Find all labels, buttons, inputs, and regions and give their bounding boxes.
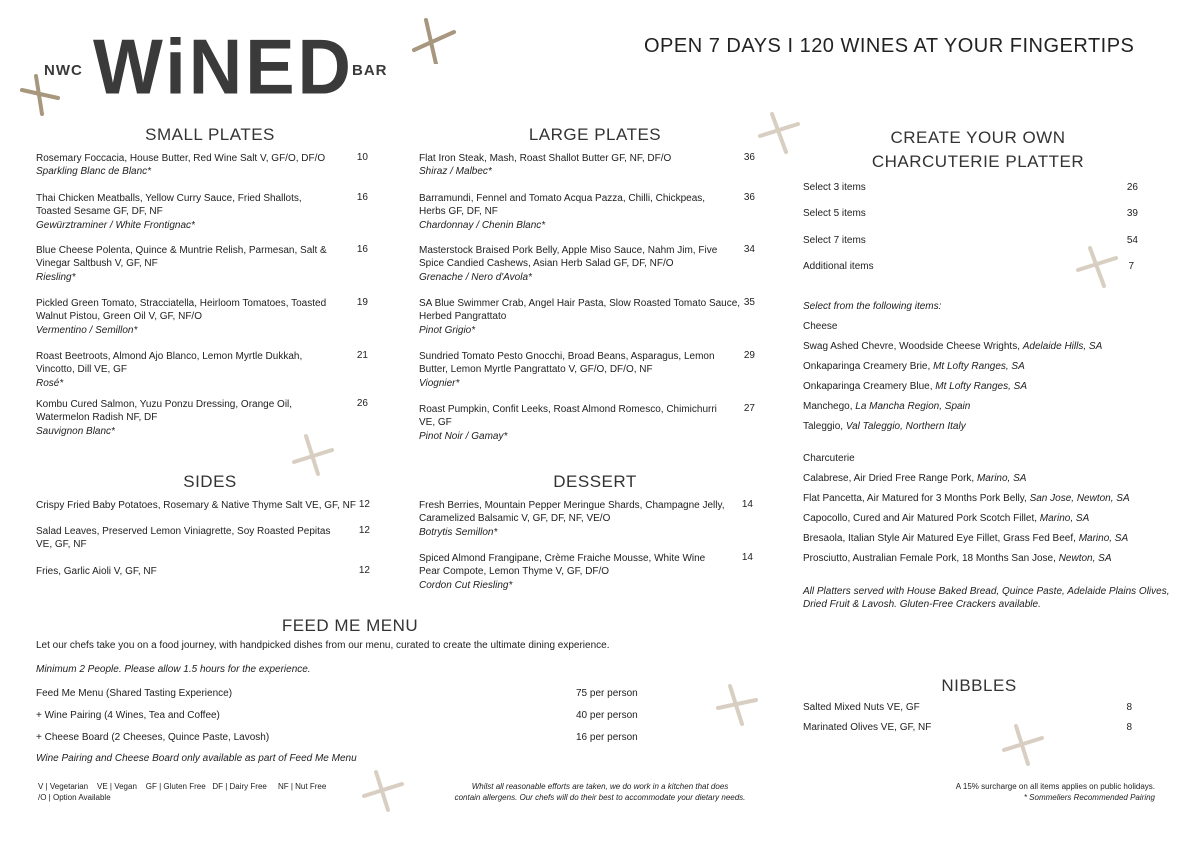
- small-plates-title: SMALL PLATES: [145, 125, 275, 144]
- platter-note: Dried Fruit & Lavosh. Gluten-Free Crackers available.: [803, 599, 1041, 610]
- meat-item: Flat Pancetta, Air Matured for 3 Months Pork Belly, San Jose, Newton, SA: [803, 493, 1130, 504]
- menu-item: SA Blue Swimmer Crab, Angel Hair Pasta, Slow Roasted Tomato Sauce, Herbed Pangrattato Pinot Grigio*: [419, 298, 741, 336]
- menu-item: Flat Iron Steak, Mash, Roast Shallot Butter GF, NF, DF/O Shiraz / Malbec*: [419, 153, 672, 178]
- charcuterie-heading: Charcuterie: [803, 453, 855, 464]
- menu-item: Crispy Fried Baby Potatoes, Rosemary & Native Thyme Salt VE, GF, NF: [36, 500, 356, 511]
- item-price: 29: [743, 350, 755, 361]
- feed-me-row-price: 16 per person: [576, 732, 638, 743]
- cross-mark-icon: [1000, 722, 1046, 768]
- cheese-item: Onkaparinga Creamery Blue, Mt Lofty Ranges, SA: [803, 381, 1028, 392]
- item-price: 8: [1126, 702, 1132, 713]
- meat-item: Capocollo, Cured and Air Matured Pork Scotch Fillet, Marino, SA: [803, 513, 1090, 524]
- item-price: 12: [358, 499, 370, 510]
- large-plates-title: LARGE PLATES: [528, 125, 662, 144]
- menu-item: Marinated Olives VE, GF, NF: [803, 722, 932, 733]
- feed-me-title: FEED ME MENU: [281, 616, 419, 635]
- item-price: 35: [743, 297, 755, 308]
- cheese-item: Taleggio, Val Taleggio, Northern Italy: [803, 421, 966, 432]
- menu-item: Fresh Berries, Mountain Pepper Meringue Shards, Champagne Jelly, Caramelized Balsamic V, GF, DF, NF, VE/O Botrytis Semillon*: [419, 500, 725, 538]
- menu-item: Barramundi, Fennel and Tomato Acqua Pazza, Chilli, Chickpeas, Herbs GF, DF, NF Chardonnay / Chenin Blanc*: [419, 193, 706, 231]
- menu-item: Fries, Garlic Aioli V, GF, NF: [36, 566, 157, 577]
- item-price: 16: [356, 244, 368, 255]
- item-price: 19: [356, 297, 368, 308]
- cross-mark-icon: [16, 72, 62, 118]
- meat-item: Prosciutto, Australian Female Pork, 18 Months San Jose, Newton, SA: [803, 553, 1112, 564]
- item-price: 26: [356, 398, 368, 409]
- cross-mark-icon: [756, 110, 802, 156]
- item-price: 34: [743, 244, 755, 255]
- menu-item: Salted Mixed Nuts VE, GF: [803, 702, 920, 713]
- platter-option-price: 7: [1128, 261, 1134, 272]
- surcharge-note: A 15% surcharge on all items applies on public holidays. * Sommeliers Recommended Pairing: [955, 782, 1155, 802]
- allergen-note: Whilst all reasonable efforts are taken, we do work in a kitchen that does contain allergens. Our chefs will do their best to accommodate your dietary needs.: [454, 782, 746, 802]
- platter-option-price: 54: [1126, 235, 1138, 246]
- item-price: 14: [741, 499, 753, 510]
- menu-item: Kombu Cured Salmon, Yuzu Ponzu Dressing, Orange Oil, Watermelon Radish NF, DF Sauvignon Blanc*: [36, 399, 293, 437]
- dietary-legend: V | Vegetarian VE | Vegan GF | Gluten Free DF | Dairy Free NF | Nut Free /O | Option Available: [38, 782, 327, 802]
- menu-item: Sundried Tomato Pesto Gnocchi, Broad Beans, Asparagus, Lemon Butter, Lemon Myrtle Pangrattato V, GF/O, DF/O, NF Viognier*: [419, 351, 715, 389]
- menu-item: Blue Cheese Polenta, Quince & Muntrie Relish, Parmesan, Salt & Vinegar Saltbush V, GF, NF Riesling*: [36, 245, 327, 283]
- item-price: 36: [743, 192, 755, 203]
- feed-me-note: Minimum 2 People. Please allow 1.5 hours for the experience.: [36, 664, 311, 675]
- feed-me-row-label: + Cheese Board (2 Cheeses, Quince Paste, Lavosh): [36, 732, 270, 743]
- feed-me-row-price: 75 per person: [576, 688, 638, 699]
- menu-item: Spiced Almond Frangipane, Crème Fraiche Mousse, White Wine Pear Compote, Lemon Thyme V, GF, DF/O Cordon Cut Riesling*: [419, 553, 706, 591]
- menu-item: Masterstock Braised Pork Belly, Apple Miso Sauce, Nahm Jim, Five Spice Candied Cashews, Asian Herb Salad GF, DF, NF/O Grenache / Nero d'Avola*: [419, 245, 718, 283]
- brand-logo: WiNED: [93, 22, 354, 111]
- platter-option-label: Additional items: [803, 261, 874, 272]
- feed-me-row-label: Feed Me Menu (Shared Tasting Experience): [36, 688, 233, 699]
- sides-title: SIDES: [183, 472, 237, 491]
- menu-item: Roast Pumpkin, Confit Leeks, Roast Almond Romesco, Chimichurri VE, GF Pinot Noir / Gamay*: [419, 404, 717, 442]
- item-price: 21: [356, 350, 368, 361]
- menu-item: Rosemary Foccacia, House Butter, Red Wine Salt V, GF/O, DF/O Sparkling Blanc de Blanc*: [36, 153, 326, 178]
- cross-mark-icon: [410, 18, 456, 64]
- feed-me-intro: Let our chefs take you on a food journey, with handpicked dishes from our menu, curated to create the ultimate dining experience.: [36, 640, 610, 651]
- cross-mark-icon: [714, 682, 760, 728]
- item-price: 8: [1126, 722, 1132, 733]
- meat-item: Bresaola, Italian Style Air Matured Eye Fillet, Grass Fed Beef, Marino, SA: [803, 533, 1129, 544]
- platter-option-label: Select 5 items: [803, 208, 866, 219]
- item-price: 36: [743, 152, 755, 163]
- tagline: OPEN 7 DAYS I 120 WINES AT YOUR FINGERTIPS: [644, 35, 1135, 57]
- platter-option-label: Select 3 items: [803, 182, 866, 193]
- select-note: Select from the following items:: [803, 301, 942, 312]
- platter-note: All Platters served with House Baked Bread, Quince Paste, Adelaide Plains Olives,: [803, 586, 1170, 597]
- item-price: 10: [356, 152, 368, 163]
- platter-option-price: 39: [1126, 208, 1138, 219]
- item-price: 14: [741, 552, 753, 563]
- platter-option-price: 26: [1126, 182, 1138, 193]
- menu-item: Salad Leaves, Preserved Lemon Viniagrette, Soy Roasted Pepitas VE, GF, NF: [36, 526, 331, 551]
- feed-me-footnote: Wine Pairing and Cheese Board only available as part of Feed Me Menu: [36, 753, 357, 764]
- cheese-heading: Cheese: [803, 321, 838, 332]
- dessert-title: DESSERT: [553, 472, 637, 491]
- brand-prefix: NWC: [44, 62, 83, 79]
- brand-suffix: BAR: [352, 62, 388, 79]
- cheese-item: Manchego, La Mancha Region, Spain: [803, 401, 971, 412]
- charcuterie-title: CREATE YOUR OWN CHARCUTERIE PLATTER: [871, 128, 1085, 171]
- nibbles-title: NIBBLES: [941, 676, 1017, 695]
- item-price: 27: [743, 403, 755, 414]
- menu-item: Thai Chicken Meatballs, Yellow Curry Sauce, Fried Shallots, Toasted Sesame GF, DF, NF Gewürztraminer / White Frontignac*: [36, 193, 302, 231]
- cheese-item: Onkaparinga Creamery Brie, Mt Lofty Ranges, SA: [803, 361, 1025, 372]
- platter-option-label: Select 7 items: [803, 235, 866, 246]
- feed-me-row-label: + Wine Pairing (4 Wines, Tea and Coffee): [36, 710, 220, 721]
- item-price: 12: [358, 565, 370, 576]
- cheese-item: Swag Ashed Chevre, Woodside Cheese Wrights, Adelaide Hills, SA: [803, 341, 1103, 352]
- item-price: 16: [356, 192, 368, 203]
- feed-me-row-price: 40 per person: [576, 710, 638, 721]
- item-price: 12: [358, 525, 370, 536]
- meat-item: Calabrese, Air Dried Free Range Pork, Marino, SA: [803, 473, 1027, 484]
- menu-item: Roast Beetroots, Almond Ajo Blanco, Lemon Myrtle Dukkah, Vincotto, Dill VE, GF Rosé*: [36, 351, 303, 389]
- menu-item: Pickled Green Tomato, Stracciatella, Heirloom Tomatoes, Toasted Walnut Pistou, Green Oil V, GF, NF/O Vermentino / Semillon*: [36, 298, 327, 336]
